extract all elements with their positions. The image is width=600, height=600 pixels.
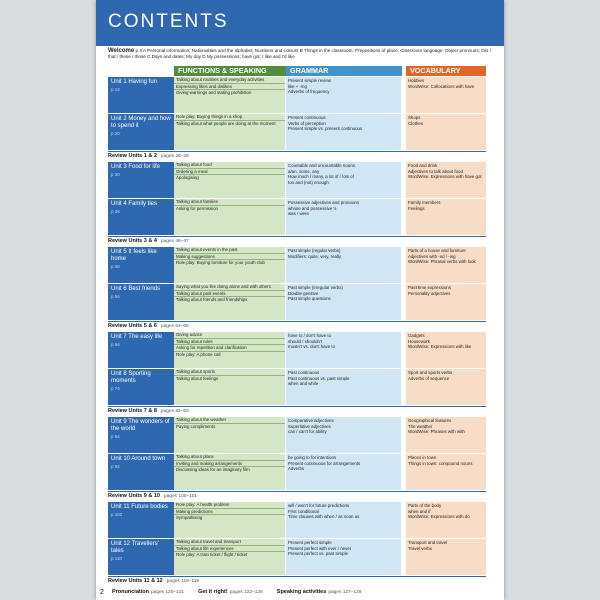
- vocabulary-item: WordWise: Phrasal verbs with look: [408, 259, 476, 264]
- grammar-cell: [286, 284, 402, 321]
- grammar-item: Present simple review: [288, 78, 331, 83]
- unit-title: Unit 9 The wonders of the world: [111, 419, 170, 432]
- grammar-item: Verbs of perception: [288, 120, 326, 126]
- vocabulary-item: Places in town: [408, 455, 437, 460]
- grammar-item: Past simple questions: [288, 296, 331, 301]
- unit-row: [108, 539, 486, 576]
- grammar-cell: [286, 162, 402, 199]
- unit-title: Unit 11 Future bodies: [111, 504, 168, 510]
- functions-cell: [174, 502, 286, 539]
- functions-item: Role play: A phone call: [176, 351, 221, 357]
- vocabulary-item: Shops: [408, 115, 421, 120]
- vocabulary-item: WordWise: Expressions with do: [408, 514, 470, 519]
- unit-page: p 12: [111, 87, 120, 92]
- vocabulary-item: WordWise: Expressions with like: [408, 344, 472, 349]
- functions-item: Talking about the weather: [174, 417, 285, 424]
- unit-page: p 30: [111, 172, 120, 177]
- vocabulary-cell: [406, 247, 486, 284]
- unit-cell[interactable]: [108, 114, 174, 151]
- grammar-cell: [286, 114, 402, 151]
- vocabulary-item: Things in town: compound nouns: [408, 460, 473, 466]
- functions-header: FUNCTIONS & SPEAKING: [174, 66, 286, 76]
- vocabulary-item: Sport and sports verbs: [408, 370, 453, 375]
- functions-item: Expressing likes and dislikes: [174, 84, 285, 91]
- review-row[interactable]: [108, 491, 486, 501]
- grammar-item: Present perfect with ever / never: [288, 545, 352, 551]
- functions-cell: [174, 247, 286, 284]
- unit-row: [108, 77, 486, 114]
- unit-row: [108, 369, 486, 406]
- grammar-item: Past continuous: [288, 370, 320, 375]
- unit-title: Unit 10 Around town: [111, 456, 166, 462]
- review-label: Review Units 11 & 12: [108, 578, 163, 584]
- vocabulary-item: when and if: [408, 508, 431, 514]
- functions-item: Making predictions: [174, 509, 285, 516]
- functions-item: Asking for permission: [176, 205, 218, 211]
- review-label: Review Units 3 & 4: [108, 238, 157, 244]
- unit-cell[interactable]: [108, 454, 174, 491]
- title-banner: [96, 0, 504, 46]
- functions-item: Saying what you like doing alone and with others: [174, 284, 285, 291]
- vocabulary-item: Feelings: [408, 205, 425, 211]
- vocabulary-cell: [406, 284, 486, 321]
- vocabulary-cell: [406, 454, 486, 491]
- grammar-cell: [286, 247, 402, 284]
- grammar-item: Present perfect simple: [288, 540, 332, 545]
- grammar-item: Past simple (irregular verbs): [288, 285, 343, 290]
- unit-title: Unit 5 It feels like home: [111, 249, 157, 262]
- unit-row: [108, 247, 486, 284]
- welcome-label: Welcome: [108, 48, 135, 54]
- review-pages: pages 28–29: [160, 154, 189, 159]
- review-pages: pages 100–101: [163, 494, 198, 499]
- grammar-cell: [286, 369, 402, 406]
- unit-cell[interactable]: [108, 332, 174, 369]
- unit-title: Unit 8 Sporting moments: [111, 371, 151, 384]
- grammar-cell: [286, 417, 402, 454]
- unit-cell[interactable]: [108, 199, 174, 236]
- footer-item-label: Pronunciation: [112, 589, 149, 595]
- unit-cell[interactable]: [108, 417, 174, 454]
- unit-page: p 48: [111, 264, 120, 269]
- grammar-item: Adverbs of frequency: [288, 89, 330, 94]
- unit-page: p 56: [111, 294, 120, 299]
- unit-page: p 84: [111, 434, 120, 439]
- grammar-item: First conditional: [288, 508, 319, 514]
- grammar-item: was / were: [288, 211, 309, 216]
- unit-row: [108, 284, 486, 321]
- grammar-item: Present continuous: [288, 115, 326, 120]
- unit-title: Unit 2 Money and how to spend it: [111, 116, 171, 129]
- unit-cell[interactable]: [108, 162, 174, 199]
- functions-cell: [174, 369, 286, 406]
- functions-item: Role play: A health problem: [174, 502, 285, 509]
- vocabulary-cell: [406, 332, 486, 369]
- vocabulary-item: Personality adjectives: [408, 290, 451, 296]
- unit-row: [108, 162, 486, 199]
- functions-item: Sympathising: [176, 515, 203, 520]
- vocabulary-cell: [406, 539, 486, 576]
- contents-page: [96, 0, 504, 600]
- grammar-item: be going to for intentions: [288, 455, 337, 460]
- functions-item: Asking for repetition and clarification: [174, 345, 285, 352]
- functions-item: Talking about travel and transport: [174, 539, 285, 546]
- grammar-item: Past continuous vs. past simple: [288, 375, 350, 381]
- page-title: CONTENTS: [108, 11, 229, 32]
- review-row[interactable]: [108, 321, 486, 331]
- vocabulary-cell: [406, 162, 486, 199]
- footer-item[interactable]: [277, 589, 362, 595]
- grammar-item: when and while: [288, 381, 319, 386]
- vocabulary-item: Gadgets: [408, 333, 425, 338]
- vocabulary-cell: [406, 114, 486, 151]
- functions-cell: [174, 417, 286, 454]
- unit-page: p 20: [111, 131, 120, 136]
- review-row[interactable]: [108, 236, 486, 246]
- review-pages: pages 64–65: [160, 324, 189, 329]
- unit-title: Unit 7 The easy life: [111, 334, 163, 340]
- functions-item: Paying compliments: [176, 423, 216, 429]
- unit-cell[interactable]: [108, 539, 174, 576]
- grammar-item: Present continuous for arrangements: [288, 460, 361, 466]
- grammar-item: mustn't vs. don't have to: [288, 344, 336, 349]
- review-label: Review Units 9 & 10: [108, 493, 160, 499]
- functions-cell: [174, 114, 286, 151]
- review-row[interactable]: [108, 406, 486, 416]
- grammar-item: Comparative adjectives: [288, 418, 334, 423]
- review-row[interactable]: [108, 151, 486, 161]
- functions-cell: [174, 199, 286, 236]
- functions-item: Talking about events in the past: [174, 247, 285, 254]
- vocabulary-item: WordWise: Expressions with have got: [408, 174, 482, 179]
- unit-page: p 66: [111, 342, 120, 347]
- review-pages: pages 118–119: [166, 579, 200, 584]
- grammar-cell: [286, 77, 402, 114]
- vocabulary-item: Hobbies: [408, 78, 425, 83]
- grammar-cell: [286, 502, 402, 539]
- grammar-item: can / can't for ability: [288, 429, 327, 434]
- unit-title: Unit 4 Family ties: [111, 201, 158, 207]
- welcome-section: [108, 48, 498, 60]
- unit-title: Unit 1 Having fun: [111, 79, 158, 85]
- vocabulary-cell: [406, 502, 486, 539]
- functions-cell: [174, 454, 286, 491]
- review-row[interactable]: [108, 576, 486, 586]
- vocabulary-item: Housework: [408, 338, 430, 344]
- functions-item: Talking about families: [174, 199, 285, 206]
- functions-item: Giving warnings and stating prohibition: [176, 90, 252, 95]
- functions-item: Talking about friends and friendships: [176, 297, 248, 302]
- grammar-item: Past simple (regular verbs): [288, 248, 341, 253]
- functions-item: Discussing ideas for an imaginary film: [176, 467, 250, 472]
- vocabulary-item: Transport and travel: [408, 540, 448, 545]
- functions-item: Talking about plans: [174, 454, 285, 461]
- unit-title: Unit 12 Travellers' tales: [111, 541, 159, 554]
- unit-page: p 38: [111, 209, 120, 214]
- vocabulary-item: Parts of a house and furniture: [408, 248, 466, 253]
- vocabulary-cell: [406, 199, 486, 236]
- grammar-item: How much / many, a lot of / lots of: [288, 174, 354, 179]
- footer-items: [112, 585, 375, 600]
- grammar-item: Adverbs: [288, 466, 305, 471]
- vocabulary-item: Food and drink: [408, 163, 438, 168]
- vocabulary-item: WordWise: Phrases with with: [408, 429, 465, 434]
- unit-page: p 92: [111, 464, 120, 469]
- unit-cell[interactable]: [108, 369, 174, 406]
- functions-cell: [174, 162, 286, 199]
- functions-item: Making suggestions: [174, 254, 285, 261]
- grammar-cell: [286, 539, 402, 576]
- review-label: Review Units 5 & 6: [108, 323, 157, 329]
- functions-cell: [174, 539, 286, 576]
- unit-title: Unit 6 Best friends: [111, 286, 161, 292]
- functions-item: Talking about routines and everyday activities: [174, 77, 285, 84]
- grammar-item: too and (not) enough: [288, 179, 329, 185]
- vocabulary-item: Parts of the body: [408, 503, 442, 508]
- functions-item: Role play: Buying furniture for your youth club: [176, 260, 265, 265]
- grammar-cell: [286, 454, 402, 491]
- functions-item: Inviting and making arrangements: [174, 461, 285, 468]
- functions-cell: [174, 284, 286, 321]
- footer-item-pages: pages 120–121: [150, 590, 185, 595]
- vocabulary-item: Clothes: [408, 120, 423, 126]
- grammar-cell: [286, 332, 402, 369]
- unit-page: p 110: [111, 556, 122, 561]
- footer-item-pages: pages 127–128: [328, 590, 362, 595]
- grammar-item: like + -ing: [288, 83, 307, 89]
- review-label: Review Units 7 & 8: [108, 408, 157, 414]
- functions-cell: [174, 77, 286, 114]
- grammar-item: a/an, some, any: [288, 168, 320, 174]
- vocabulary-item: Adjectives to talk about food: [408, 168, 463, 174]
- unit-row: [108, 332, 486, 369]
- vocabulary-header: VOCABULARY: [406, 66, 486, 76]
- unit-cell[interactable]: [108, 247, 174, 284]
- review-pages: pages 46–47: [160, 239, 189, 244]
- unit-row: [108, 114, 486, 151]
- unit-row: [108, 417, 486, 454]
- functions-item: Apologising: [176, 175, 199, 180]
- grammar-item: Time clauses with when / as soon as: [288, 514, 360, 519]
- unit-page: p 74: [111, 386, 120, 391]
- welcome-page: p 4: [135, 48, 142, 53]
- footer-item[interactable]: [112, 589, 184, 595]
- review-label: Review Units 1 & 2: [108, 153, 157, 159]
- functions-item: Talking about what people are doing at the moment: [176, 120, 276, 126]
- vocabulary-item: Adverbs of sequence: [408, 375, 450, 381]
- vocabulary-cell: [406, 77, 486, 114]
- unit-cell[interactable]: [108, 284, 174, 321]
- vocabulary-item: Geographical features: [408, 418, 452, 423]
- vocabulary-cell: [406, 417, 486, 454]
- review-pages: pages 82–83: [160, 409, 189, 414]
- unit-title: Unit 3 Food for life: [111, 164, 161, 170]
- vocabulary-item: Past time expressions: [408, 285, 451, 290]
- functions-item: Talking about rules: [174, 339, 285, 346]
- unit-cell[interactable]: [108, 502, 174, 539]
- footer: [96, 585, 504, 600]
- grammar-item: will / won't for future predictions: [288, 503, 350, 508]
- unit-cell[interactable]: [108, 77, 174, 114]
- footer-item-label: Get it right!: [198, 589, 228, 595]
- footer-item-pages: pages 122–126: [229, 590, 263, 595]
- unit-row: [108, 199, 486, 236]
- grammar-item: Modifiers: quite, very, really: [288, 253, 342, 259]
- functions-item: Giving advice: [174, 332, 285, 339]
- vocabulary-item: Family members: [408, 200, 441, 205]
- grammar-cell: [286, 199, 402, 236]
- functions-item: Talking about food: [174, 162, 285, 169]
- footer-item-label: Speaking activities: [276, 589, 327, 595]
- footer-item[interactable]: [198, 589, 263, 595]
- vocabulary-item: WordWise: Collocations with have: [408, 83, 475, 89]
- functions-item: Role play: A train ticket / flight / ticket: [176, 552, 248, 557]
- functions-cell: [174, 332, 286, 369]
- page-number: 2: [100, 589, 104, 596]
- functions-item: Talking about feelings: [176, 375, 219, 381]
- functions-item: Role play: Buying things in a shop: [174, 114, 285, 121]
- unit-row: [108, 502, 486, 539]
- vocabulary-item: Travel verbs: [408, 545, 432, 551]
- grammar-item: should / shouldn't: [288, 338, 323, 344]
- grammar-item: Present perfect vs. past simple: [288, 551, 349, 556]
- functions-item: Talking about sports: [174, 369, 285, 376]
- vocabulary-cell: [406, 369, 486, 406]
- grammar-item: whose and possessive 's: [288, 205, 337, 211]
- welcome-text: A Personal information; Nationalities and the alphabet; Numbers and colours B Things in the classroom; Prepositions of place; Classroom language; Object pronouns; this / that / these / those C Days and dates; My day D My possessions; have got; I like and I'd like: [108, 48, 491, 59]
- vocabulary-item: Adjectives with -ed / -ing: [408, 253, 456, 259]
- unit-page: p 102: [111, 512, 123, 517]
- grammar-item: Present simple vs. present continuous: [288, 126, 363, 131]
- grammar-item: Double genitive: [288, 290, 319, 296]
- functions-item: Talking about life experiences: [174, 546, 285, 553]
- functions-item: Talking about past events: [174, 291, 285, 298]
- grammar-item: Superlative adjectives: [288, 423, 331, 429]
- unit-row: [108, 454, 486, 491]
- grammar-item: Countable and uncountable nouns: [288, 163, 355, 168]
- grammar-header: GRAMMAR: [286, 66, 402, 76]
- grammar-item: Possessive adjectives and pronouns: [288, 200, 360, 205]
- vocabulary-item: The weather: [408, 423, 433, 429]
- functions-item: Ordering a meal: [174, 169, 285, 176]
- grammar-item: have to / don't have to: [288, 333, 332, 338]
